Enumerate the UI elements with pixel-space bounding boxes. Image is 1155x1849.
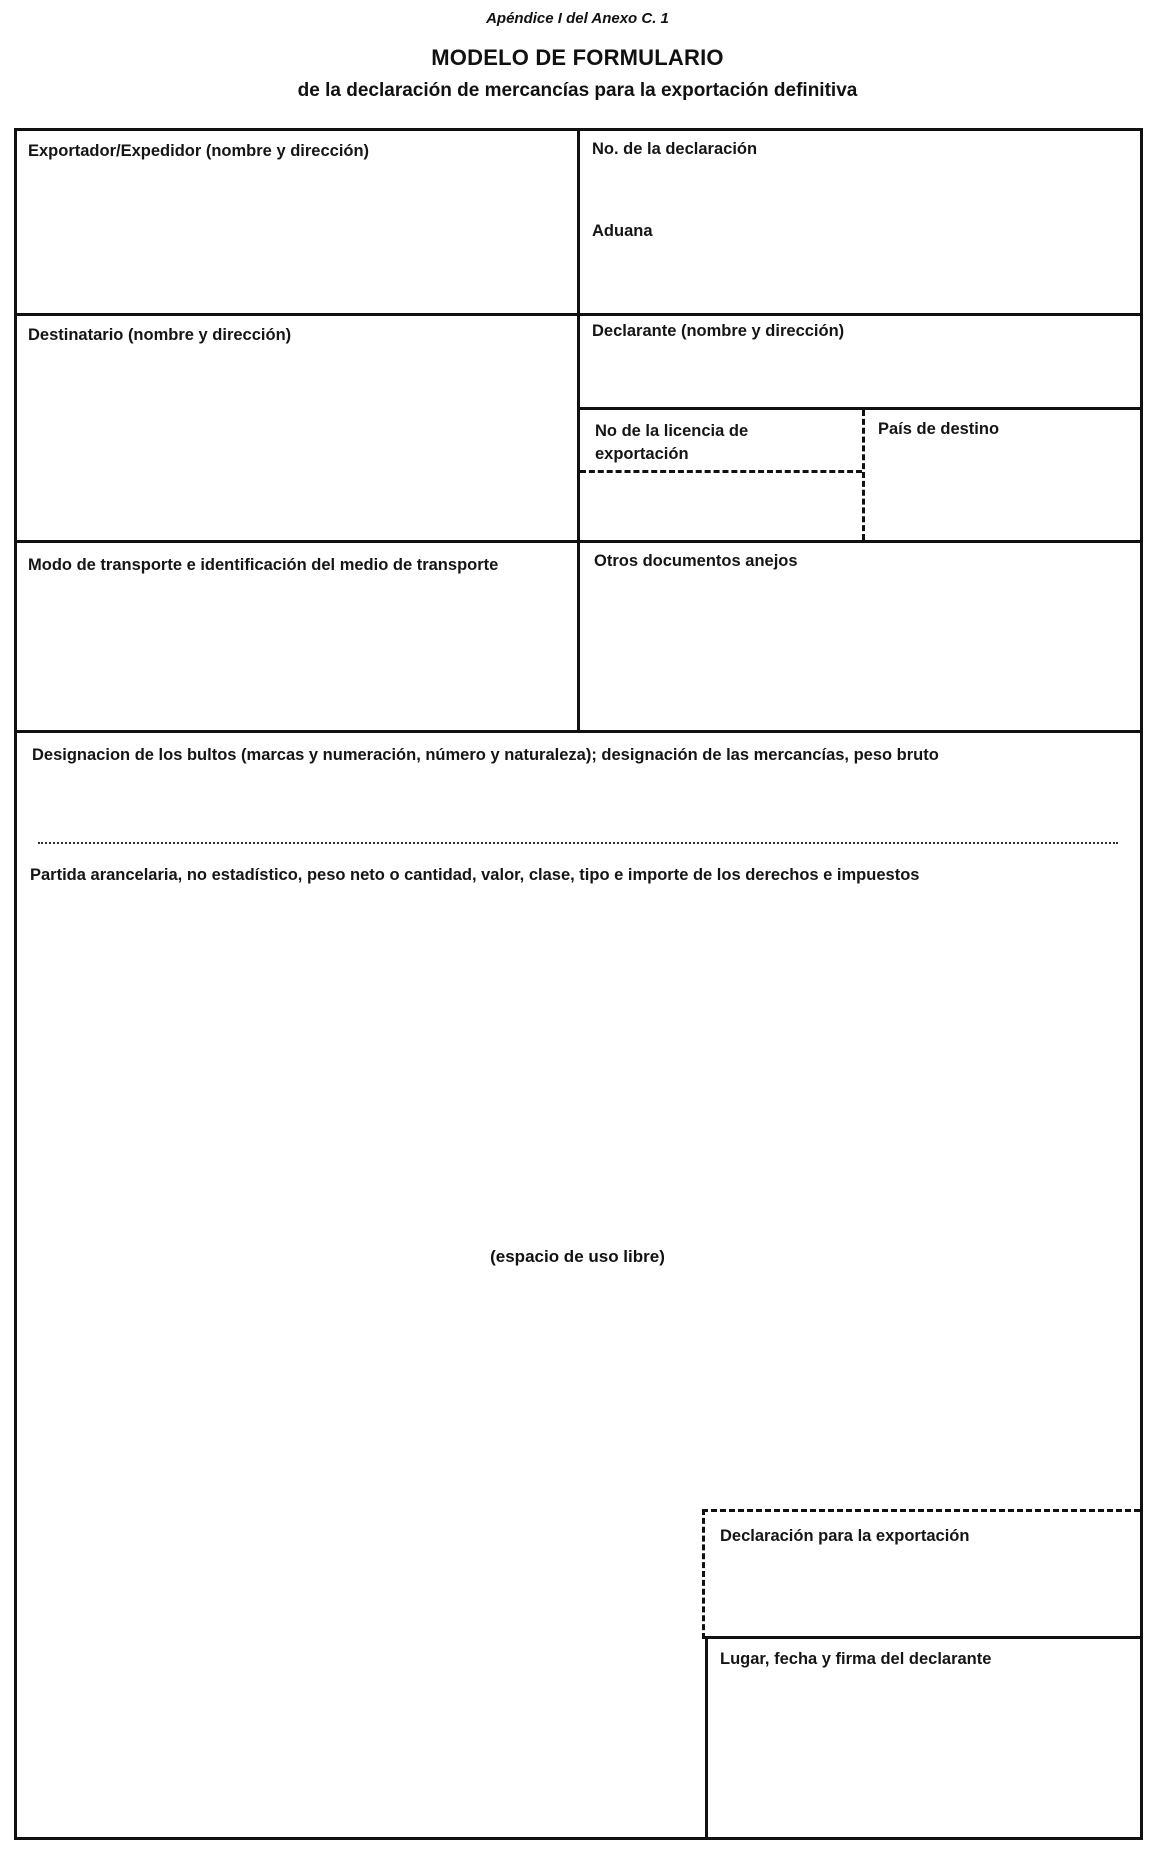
place-date-signature-label: Lugar, fecha y firma del declarante	[720, 1650, 992, 1668]
declaration-number-label: No. de la declaración	[592, 140, 758, 158]
transport-mode-label: Modo de transporte e identificación del medio de transporte	[28, 556, 499, 574]
packages-description-label: Designacion de los bultos (marcas y numeración, número y naturaleza); designación de las mercancías, peso bruto	[32, 746, 939, 764]
exporter-label: Exportador/Expedidor (nombre y dirección)	[28, 142, 370, 160]
divider-row-2	[14, 540, 1143, 543]
signature-box-top	[705, 1636, 1143, 1639]
border-right	[1140, 128, 1143, 1840]
export-license-label-line1: No de la licencia de	[595, 422, 749, 440]
divider-row-3	[14, 730, 1143, 733]
destination-country-label: País de destino	[878, 420, 1000, 438]
customs-label: Aduana	[592, 222, 653, 240]
goods-dotted-separator	[38, 842, 1118, 844]
consignee-label: Destinatario (nombre y dirección)	[28, 326, 292, 344]
appendix-reference: Apéndice I del Anexo C. 1	[486, 10, 669, 27]
border-bottom	[14, 1837, 1143, 1840]
divider-license-dashed	[580, 470, 862, 473]
export-declaration-label: Declaración para la exportación	[720, 1527, 970, 1545]
divider-vertical-main	[577, 128, 580, 733]
signature-box-left	[705, 1636, 708, 1840]
divider-license-destination	[862, 410, 865, 540]
declaration-box-left	[702, 1509, 705, 1639]
declarant-label: Declarante (nombre y dirección)	[592, 322, 845, 340]
free-space-note: (espacio de uso libre)	[490, 1247, 665, 1266]
border-left	[14, 128, 17, 1840]
tariff-heading-label: Partida arancelaria, no estadístico, peso neto o cantidad, valor, clase, tipo e importe de los derechos e impuestos	[30, 866, 920, 884]
export-license-label-line2: exportación	[595, 445, 689, 463]
divider-declarant	[577, 407, 1143, 410]
divider-row-1	[14, 313, 1143, 316]
other-documents-label: Otros documentos anejos	[594, 552, 798, 570]
declaration-box-top	[702, 1509, 1140, 1512]
form-subtitle: de la declaración de mercancías para la exportación definitiva	[297, 80, 858, 101]
form-title: MODELO DE FORMULARIO	[431, 45, 724, 70]
